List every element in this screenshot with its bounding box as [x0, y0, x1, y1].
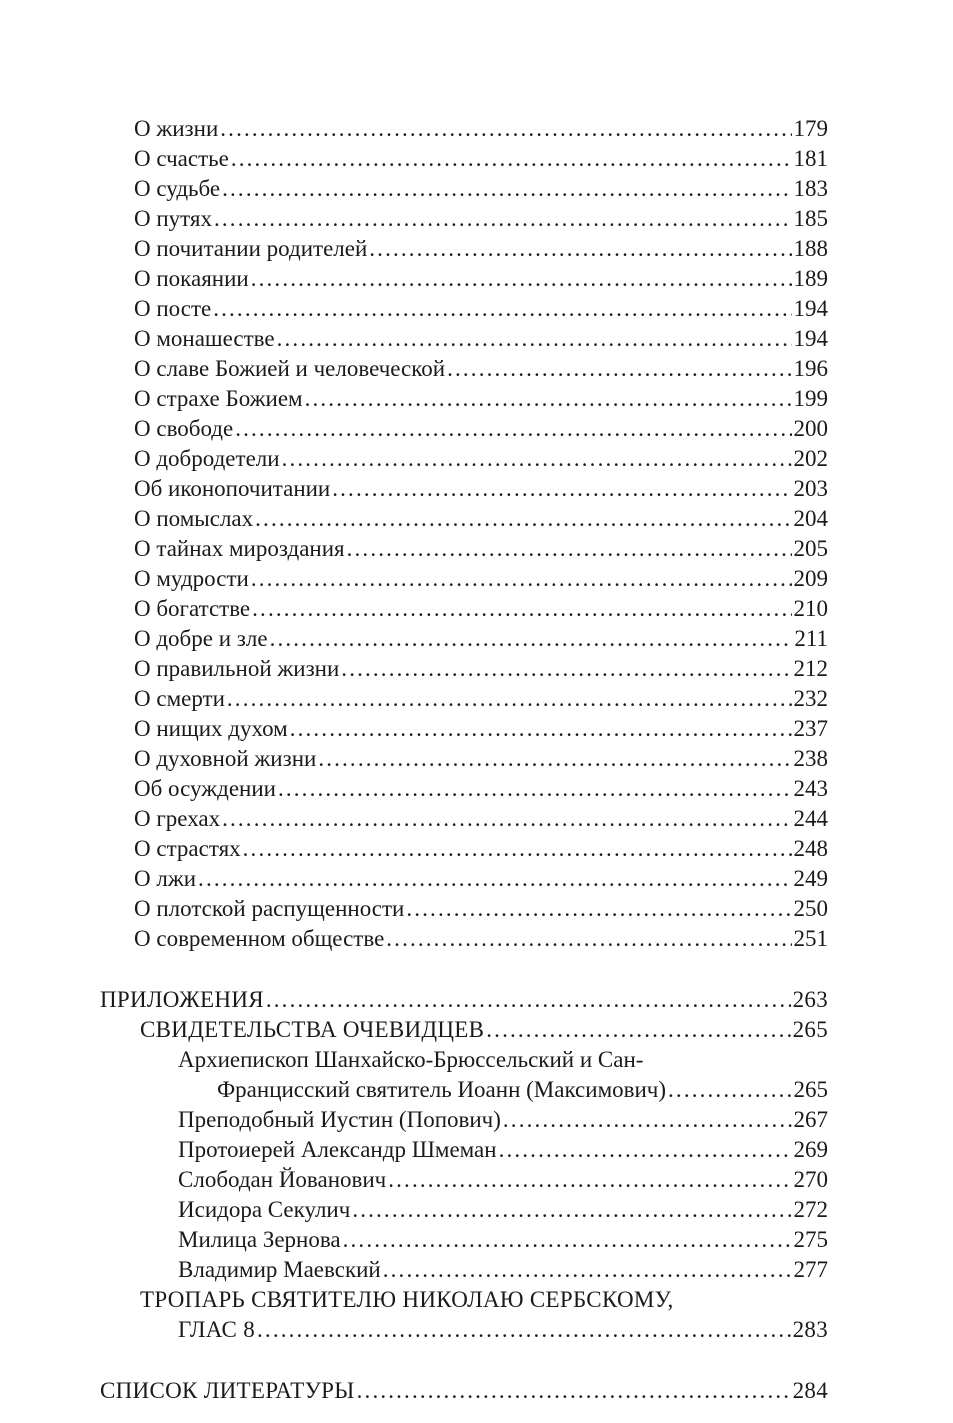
page-number: 212 — [793, 656, 828, 681]
entry-label: СПИСОК ЛИТЕРАТУРЫ — [100, 1378, 355, 1403]
entry-label: О смерти — [134, 686, 225, 711]
dot-leader — [251, 564, 792, 594]
dot-leader — [388, 1165, 791, 1195]
entry-label: О страстях — [134, 836, 241, 861]
page-number: 248 — [793, 836, 828, 861]
page-number: 181 — [793, 146, 828, 171]
toc-entry-appendices[interactable] — [100, 985, 828, 1015]
entry-label: О правильной жизни — [134, 656, 340, 681]
entry-label: О покаянии — [134, 266, 249, 291]
page-number: 209 — [793, 566, 828, 591]
dot-leader — [347, 534, 792, 564]
toc-entry[interactable] — [178, 1195, 828, 1225]
dot-leader — [386, 924, 791, 954]
entry-label: О тайнах мироздания — [134, 536, 345, 561]
toc-entry[interactable] — [134, 654, 828, 684]
page-number: 199 — [793, 386, 828, 411]
dot-leader — [486, 1015, 790, 1045]
entry-label: О счастье — [134, 146, 229, 171]
toc-entry[interactable] — [134, 684, 828, 714]
dot-leader — [447, 354, 791, 384]
toc-entry[interactable] — [134, 354, 828, 384]
toc-entry-ioann-line1[interactable]: Архиепископ Шанхайско-Брюссельский и Сан- — [178, 1047, 644, 1072]
page-number: 265 — [793, 1077, 828, 1102]
entry-label: СВИДЕТЕЛЬСТВА ОЧЕВИДЦЕВ — [140, 1017, 485, 1042]
toc-entry[interactable] — [134, 924, 828, 954]
toc-entry-troparion[interactable] — [178, 1315, 828, 1345]
dot-leader — [668, 1075, 791, 1105]
page-number: 194 — [793, 296, 828, 321]
page-number: 284 — [792, 1378, 828, 1403]
dot-leader — [266, 985, 791, 1015]
page-number: 188 — [793, 236, 828, 261]
dot-leader — [277, 324, 792, 354]
toc-entry[interactable] — [134, 744, 828, 774]
toc-entry[interactable] — [134, 834, 828, 864]
entry-label: О плотской распущенности — [134, 896, 405, 921]
page-number: 243 — [793, 776, 828, 801]
dot-leader — [406, 894, 791, 924]
toc-entry[interactable] — [134, 774, 828, 804]
toc-entry[interactable] — [134, 564, 828, 594]
entry-label: О почитании родителей — [134, 236, 368, 261]
page-number: 204 — [793, 506, 828, 531]
entry-label: ГЛАС 8 — [178, 1317, 256, 1342]
entry-label: О лжи — [134, 866, 197, 891]
page-number: 237 — [793, 716, 828, 741]
entry-label: О богатстве — [134, 596, 251, 621]
entry-label: О помыслах — [134, 506, 254, 531]
entry-label: Протоиерей Александр Шмеман — [178, 1137, 497, 1162]
dot-leader — [290, 714, 792, 744]
toc-entry[interactable] — [134, 624, 828, 654]
dot-leader — [305, 384, 792, 414]
dot-leader — [503, 1105, 792, 1135]
page-number: 263 — [792, 987, 828, 1012]
entry-label: О добре и зле — [134, 626, 268, 651]
dot-leader — [270, 624, 793, 654]
toc-entry[interactable] — [134, 804, 828, 834]
page-number: 250 — [793, 896, 828, 921]
toc-entry[interactable] — [134, 204, 828, 234]
dot-leader — [357, 1376, 791, 1406]
entry-label: О мудрости — [134, 566, 249, 591]
dot-leader — [369, 234, 791, 264]
dot-leader — [383, 1255, 792, 1285]
toc-entry[interactable] — [178, 1255, 828, 1285]
page-number: 210 — [793, 596, 828, 621]
entry-label: О жизни — [134, 116, 219, 141]
toc-entry[interactable] — [134, 144, 828, 174]
toc-entry[interactable] — [134, 594, 828, 624]
page-number: 183 — [793, 176, 828, 201]
toc-entry-witnesses[interactable] — [140, 1015, 828, 1045]
toc-entry[interactable] — [134, 384, 828, 414]
entry-label: О страхе Божием — [134, 386, 303, 411]
entry-label: Об осуждении — [134, 776, 276, 801]
dot-leader — [243, 834, 792, 864]
page-number: 277 — [793, 1257, 828, 1282]
dot-leader — [252, 594, 791, 624]
entry-label: Преподобный Иустин (Попович) — [178, 1107, 501, 1132]
dot-leader — [332, 474, 791, 504]
entry-label: О славе Божией и человеческой — [134, 356, 446, 381]
toc-entry[interactable] — [134, 534, 828, 564]
dot-leader — [341, 654, 791, 684]
page-number: 205 — [793, 536, 828, 561]
toc-entry[interactable] — [134, 294, 828, 324]
page-number: 200 — [793, 416, 828, 441]
entry-label: Милица Зернова — [178, 1227, 341, 1252]
toc-entry[interactable] — [178, 1135, 828, 1165]
entry-label: Слободан Йованович — [178, 1167, 387, 1192]
entry-label: Владимир Маевский — [178, 1257, 381, 1282]
page-number: 272 — [793, 1197, 828, 1222]
entry-label: О добродетели — [134, 446, 280, 471]
page-number: 270 — [793, 1167, 828, 1192]
entry-label: Об иконопочитании — [134, 476, 331, 501]
entry-label: Франциcский святитель Иоанн (Максимович) — [217, 1077, 667, 1102]
entry-label: О свободе — [134, 416, 234, 441]
dot-leader — [499, 1135, 792, 1165]
toc-entry[interactable] — [178, 1165, 828, 1195]
page-number: 267 — [793, 1107, 828, 1132]
page-number: 238 — [793, 746, 828, 771]
toc-entry[interactable] — [134, 114, 828, 144]
page-number: 265 — [792, 1017, 828, 1042]
entry-label: О нищих духом — [134, 716, 288, 741]
dot-leader — [352, 1195, 791, 1225]
page-number: 179 — [793, 116, 828, 141]
entry-label: О монашестве — [134, 326, 275, 351]
entry-label: О современном обществе — [134, 926, 385, 951]
page-number: 196 — [793, 356, 828, 381]
dot-leader — [220, 114, 791, 144]
page-number: 232 — [793, 686, 828, 711]
entry-label: О путях — [134, 206, 212, 231]
dot-leader — [257, 1315, 791, 1345]
page-number: 244 — [793, 806, 828, 831]
page-number: 194 — [793, 326, 828, 351]
dot-leader — [222, 804, 791, 834]
dot-leader — [227, 684, 792, 714]
toc-entry[interactable] — [178, 1105, 828, 1135]
toc-entry[interactable] — [134, 234, 828, 264]
entry-label: ПРИЛОЖЕНИЯ — [100, 987, 264, 1012]
page-number: 189 — [793, 266, 828, 291]
entry-label: Исидора Секулич — [178, 1197, 351, 1222]
dot-leader — [282, 444, 792, 474]
toc-entry[interactable] — [134, 864, 828, 894]
toc-entry[interactable] — [134, 894, 828, 924]
dot-leader — [251, 264, 792, 294]
dot-leader — [278, 774, 792, 804]
dot-leader — [213, 294, 791, 324]
page-number: 269 — [793, 1137, 828, 1162]
page-number: 203 — [793, 476, 828, 501]
page-number: 185 — [793, 206, 828, 231]
toc-entry[interactable] — [134, 444, 828, 474]
toc-entry[interactable] — [134, 174, 828, 204]
page-number: 283 — [792, 1317, 828, 1342]
toc-entry[interactable] — [134, 264, 828, 294]
toc-entry-ioann[interactable] — [217, 1075, 828, 1105]
dot-leader — [255, 504, 791, 534]
page-number: 251 — [793, 926, 828, 951]
dot-leader — [222, 174, 791, 204]
dot-leader — [343, 1225, 792, 1255]
dot-leader — [318, 744, 791, 774]
dot-leader — [231, 144, 792, 174]
entry-label: О грехах — [134, 806, 221, 831]
toc-entry[interactable] — [134, 324, 828, 354]
toc-entry-bibliography[interactable] — [100, 1376, 828, 1406]
page-number: 202 — [793, 446, 828, 471]
dot-leader — [214, 204, 792, 234]
toc-entry[interactable] — [134, 714, 828, 744]
entry-label: О посте — [134, 296, 212, 321]
toc-entry[interactable] — [178, 1225, 828, 1255]
page-number: 249 — [793, 866, 828, 891]
dot-leader — [235, 414, 791, 444]
dot-leader — [198, 864, 791, 894]
toc-entry[interactable] — [134, 474, 828, 504]
page-number: 275 — [793, 1227, 828, 1252]
toc-entry[interactable] — [134, 414, 828, 444]
page-number: 211 — [794, 626, 828, 651]
entry-label: О духовной жизни — [134, 746, 317, 771]
toc-entry-troparion-line1[interactable]: ТРОПАРЬ СВЯТИТЕЛЮ НИКОЛАЮ СЕРБСКОМУ, — [140, 1287, 674, 1312]
toc-entry[interactable] — [134, 504, 828, 534]
entry-label: О судьбе — [134, 176, 221, 201]
